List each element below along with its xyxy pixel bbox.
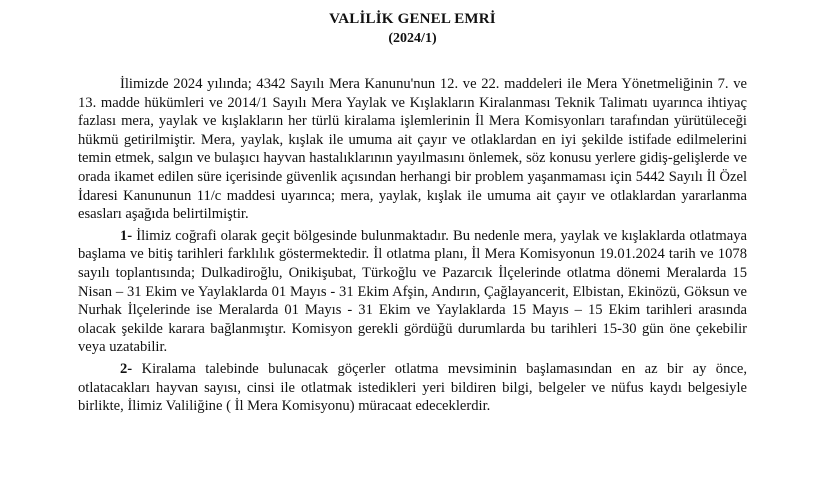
paragraph-number: 2- [120,360,133,377]
paragraph-text: İlimizde 2024 yılında; 4342 Sayılı Mera Kanunu'nun 12. ve 22. maddeleri ile Mera Yönetmeliğinin 7. ve 13. madde hükümleri ve 2014/1 Sayılı Mera Yaylak ve Kışlakların Kiralanması Teknik Talimatı uyarınca ihtiyaç fazlası mera, yaylak ve kışlakların her türlü kiralama işlemlerinin İl Mera Komisyonları tarafından yürütüleceği hükmü getirilmiştir. Mera, yaylak, kışlak ile umuma ait çayır ve otlaklardan en iyi şekilde istifade edilmelerini temin etmek, salgın ve bulaşıcı hayvan hastalıklarının yayılmasını önlemek, söz konusu yerlere gidiş-gelişlerde ve orada ikamet edilen süre içerisinde güvenlik açısından herhangi bir problem yaşanmaması için 5442 Sayılı İl Özel İdaresi Kanununun 11/c maddesi uyarınca; mera, yaylak, kışlak ile umuma ait çayır ve otlaklardan yararlanma esasları aşağıda belirtilmiştir. [78,76,747,223]
paragraph-item-2 [78,360,747,416]
paragraph-number: 1- [120,227,133,244]
paragraph-text: İlimiz coğrafi olarak geçit bölgesinde bulunmaktadır. Bu nedenle mera, yaylak ve kışlaklarda otlatmaya başlama ve bitiş tarihleri farklılık göstermektedir. İl otlatma planı, İl Mera Komisyonun 19.01.2024 tarih ve 1078 sayılı toplantısında; Dulkadiroğlu, Onikişubat, Türkoğlu ve Pazarcık İlçelerinde otlatma dönemi Meralarda 15 Nisan – 31 Ekim ve Yaylaklarda 01 Mayıs - 31 Ekim Afşin, Andırın, Çağlayancerit, Elbistan, Ekinözü, Göksun ve Nurhak İlçelerinde ise Meralarda 01 Mayıs - 31 Ekim ve Yaylaklarda 15 Mayıs – 15 Ekim tarihleri arasında olacak şekilde karara bağlanmıştır. Komisyon gerekli gördüğü durumlarda bu tarihleri 15-30 gün öne çekebilir veya uzatabilir. [78,227,747,356]
paragraph-text: Kiralama talebinde bulunacak göçerler otlatma mevsiminin başlamasından en az bir ay önce, otlatacakları hayvan sayısı, cinsi ile otlatmak istedikleri yeri bildiren bilgi, belgeler ve nüfus kaydı belgesiyle birlikte, İlimiz Valiliğine ( İl Mera Komisyonu) müracaat edeceklerdir. [78,360,747,415]
paragraph-intro [78,75,747,224]
document-title: VALİLİK GENEL EMRİ [329,11,496,27]
paragraph-item-1 [78,227,747,357]
document-body [78,75,747,416]
document-number: (2024/1) [388,31,437,46]
